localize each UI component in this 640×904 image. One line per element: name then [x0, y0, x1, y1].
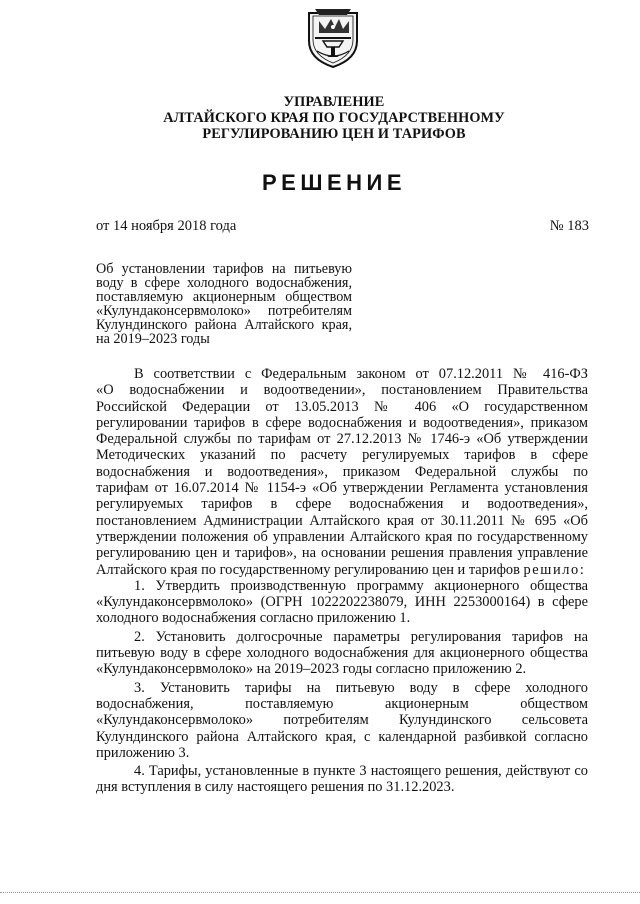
- subject-line: Об установлении тарифов на питьевую: [96, 261, 352, 277]
- agency-line: УПРАВЛЕНИЕ: [283, 94, 385, 110]
- body-line: «Кулундаконсервмолоко» (ОГРН 1022202238079, ИНН 2253000164) в сфере: [96, 594, 588, 611]
- agency-name: [0, 94, 640, 142]
- agency-line: АЛТАЙСКОГО КРАЯ ПО ГОСУДАРСТВЕННОМУ: [163, 110, 505, 126]
- body-line: утверждении положения об управлении Алтайского края по государственному: [96, 528, 588, 545]
- decision-number: № 183: [549, 218, 589, 234]
- body-line: Российской Федерации от 13.05.2013 № 406 «О государственном: [96, 398, 588, 415]
- body-line: холодного водоснабжения согласно приложению 1.: [96, 610, 411, 627]
- subject-line: Кулундинского района Алтайского края,: [96, 317, 352, 333]
- decision-item-1: [96, 578, 588, 627]
- body-line: «Кулундаконсервмолоко» на 2019–2023 годы согласно приложению 2.: [96, 661, 527, 678]
- preamble-last-text: Алтайского края по государственному регулированию цен и тарифов: [96, 561, 520, 578]
- decision-item-2: [96, 629, 588, 678]
- decision-item-4: [96, 763, 588, 796]
- decided-word: решило:: [523, 561, 586, 578]
- body-line: питьевую воду в сфере холодного водоснабжения для акционерного общества: [96, 645, 588, 662]
- body-line: водоснабжения, поставляемую акционерным обществом: [96, 695, 588, 712]
- body-line: регулировании тарифов в сфере водоснабжения и водоотведения», приказом: [96, 414, 588, 431]
- body-line: [96, 562, 588, 578]
- body-line: постановлением Администрации Алтайского края от 30.11.2011 № 695 «Об: [96, 512, 588, 529]
- agency-line: РЕГУЛИРОВАНИЮ ЦЕН И ТАРИФОВ: [202, 126, 466, 142]
- body-line: «Кулундаконсервмолоко» потребителям Кулундинского сельсовета: [96, 712, 588, 729]
- body-line: тарифам от 16.07.2014 № 1154-э «Об утверждении Регламента установления: [96, 480, 588, 497]
- preamble-paragraph: [96, 366, 588, 578]
- document-type-title: РЕШЕНИЕ: [261, 170, 406, 195]
- decision-subject: [96, 262, 352, 346]
- body-line: Кулундинского района Алтайского края, с календарной разбивкой согласно: [96, 728, 588, 745]
- body-line: 2. Установить долгосрочные параметры регулирования тарифов на: [134, 628, 588, 645]
- body-line: Федеральной службы по тарифам от 27.12.2013 № 1746-э «Об утверждении: [96, 431, 588, 448]
- body-line: регулируемых тарифов в сфере водоснабжения и водоотведения»,: [96, 496, 588, 513]
- body-line: 4. Тарифы, установленные в пункте 3 настоящего решения, действуют со: [134, 763, 588, 780]
- body-line: регулированию цен и тарифов», на основании решения правления управление: [96, 545, 588, 562]
- body-line: 3. Установить тарифы на питьевую воду в сфере холодного: [134, 679, 588, 696]
- coat-of-arms-icon: [305, 7, 361, 69]
- subject-line: на 2019–2023 годы: [96, 331, 210, 347]
- decision-body: [96, 366, 588, 796]
- decision-date: от 14 ноября 2018 года: [96, 218, 237, 234]
- subject-line: «Кулундаконсервмолоко» потребителям: [96, 303, 352, 319]
- body-line: В соответствии с Федеральным законом от 07.12.2011 № 416-ФЗ: [134, 366, 588, 382]
- decision-item-3: [96, 680, 588, 761]
- body-line: водоснабжения и водоотведения», приказом Федеральной службы по: [96, 463, 588, 480]
- body-line: «О водоснабжении и водоотведении», постановлением Правительства: [96, 382, 588, 399]
- body-line: дня вступления в силу настоящего решения по 31.12.2023.: [96, 779, 455, 796]
- body-line: приложению 3.: [96, 744, 190, 761]
- body-line: 1. Утвердить производственную программу акционерного общества: [134, 577, 588, 594]
- page-bottom-divider: [0, 892, 640, 893]
- subject-line: воду в сфере холодного водоснабжения,: [96, 275, 352, 291]
- subject-line: поставляемую акционерным обществом: [96, 289, 352, 305]
- body-line: Методических указаний по расчету регулируемых тарифов в сфере: [96, 447, 588, 464]
